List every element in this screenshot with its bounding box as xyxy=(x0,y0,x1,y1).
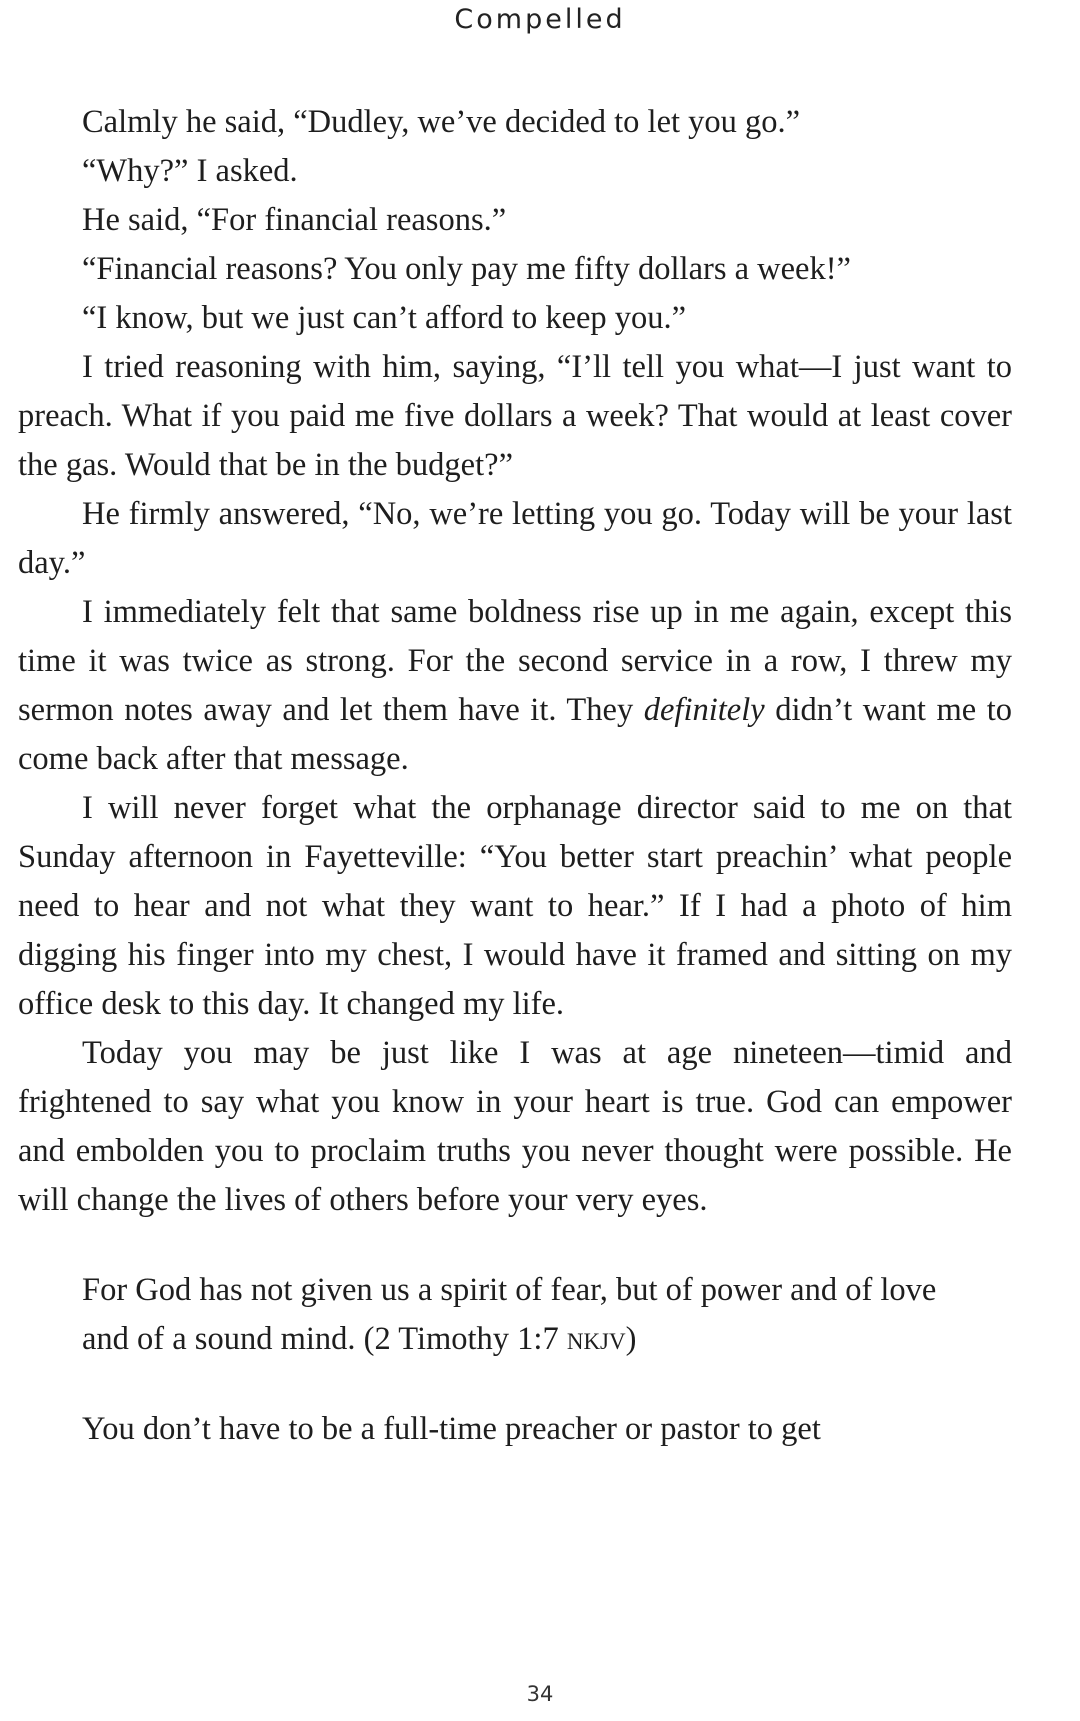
paragraph: Calmly he said, “Dudley, we’ve decided to let you go.” xyxy=(82,104,801,140)
scripture-version: nkjv xyxy=(566,1321,626,1357)
paragraph: Today you may be just like I was at age nineteen—timid and frightened to say what you know in your heart is true. God can empower and embolden you to proclaim truths you never thought were possible. He will change the lives of others before your very eyes. xyxy=(18,1035,1012,1218)
emphasis-text: definitely xyxy=(643,692,765,728)
paragraph-text: I immediately felt that same boldness rise up in me again, except this time it was twice as strong. For the second service in a row, I threw my sermon notes away and let them have it. They xyxy=(18,594,1012,728)
paragraph: “I know, but we just can’t afford to keep you.” xyxy=(82,300,687,336)
scripture-quote xyxy=(82,1266,982,1364)
paragraph: “Why?” I asked. xyxy=(82,153,298,189)
scripture-close: ) xyxy=(625,1321,637,1357)
paragraph: You don’t have to be a full-time preacher or pastor to get xyxy=(82,1411,821,1447)
paragraph: He said, “For financial reasons.” xyxy=(82,202,507,238)
paragraph xyxy=(18,588,1012,784)
paragraph: I tried reasoning with him, saying, “I’ll tell you what—I just want to preach. What if you paid me five dollars a week? That would at least cover the gas. Would that be in the budget?” xyxy=(18,349,1012,483)
page-number: 34 xyxy=(526,1682,554,1706)
paragraph: He firmly answered, “No, we’re letting you go. Today will be your last day.” xyxy=(18,496,1012,581)
running-head: Compelled xyxy=(454,4,626,35)
paragraph-text: didn’t want me to come back after that message. xyxy=(18,692,1012,777)
paragraph: “Financial reasons? You only pay me fifty dollars a week!” xyxy=(82,251,851,287)
body-text xyxy=(18,98,1012,1454)
paragraph: I will never forget what the orphanage director said to me on that Sunday afternoon in Fayetteville: “You better start preachin’ what people need to hear and not what they want to hear.” If I had a photo of him digging his finger into my chest, I would have it framed and sitting on my office desk to this day. It changed my life. xyxy=(18,790,1012,1022)
scripture-text: For God has not given us a spirit of fear, but of power and of love and of a sound mind. (2 Timothy 1:7 xyxy=(82,1272,937,1357)
